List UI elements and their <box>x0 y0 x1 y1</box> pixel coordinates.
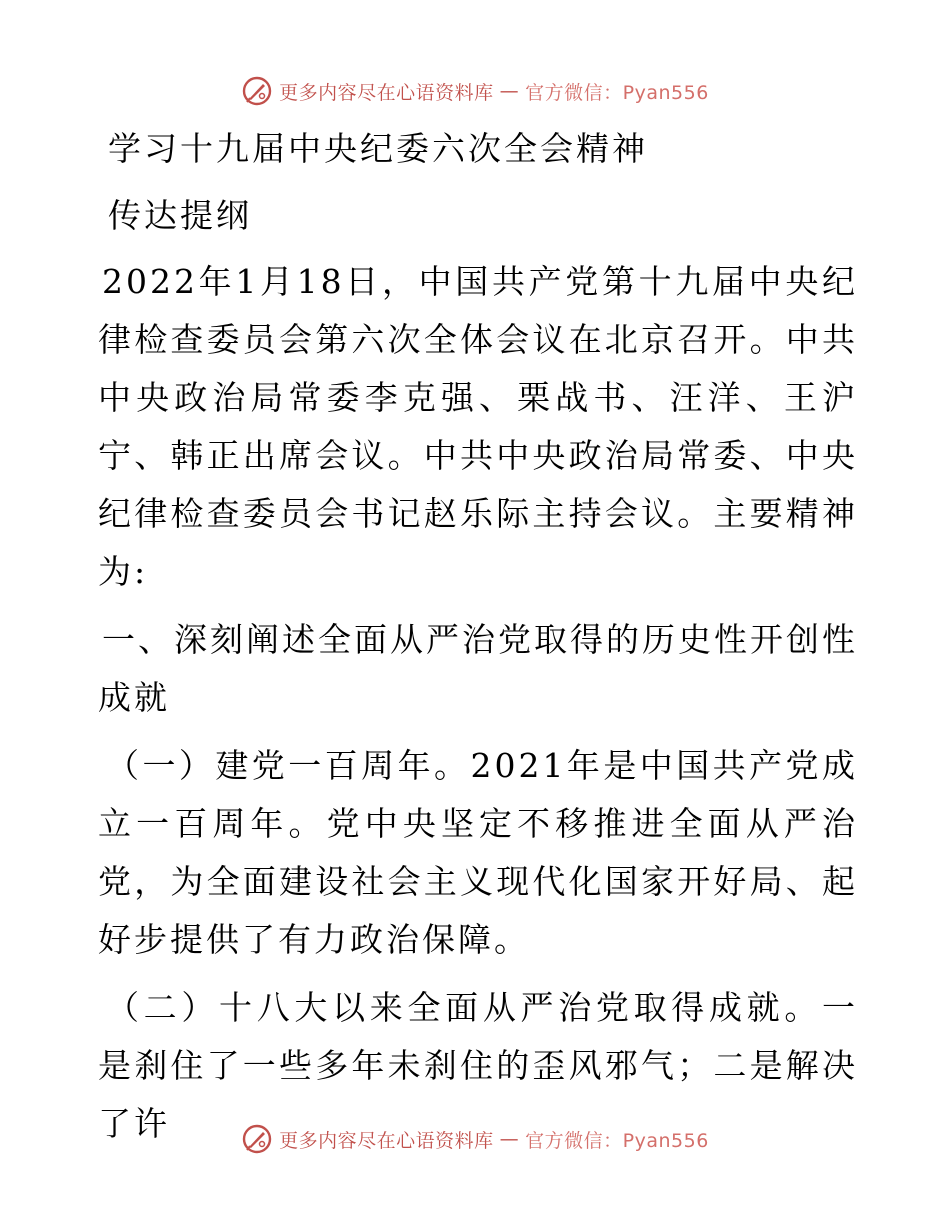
document-subtitle: 传达提纲 <box>108 196 252 235</box>
intro-paragraph: 2022年1月18日，中国共产党第十九届中央纪律检查委员会第六次全体会议在北京召开。中共中央政治局常委李克强、栗战书、汪洋、王沪宁、韩正出席会议。中共中央政治局常委、中央纪律检查委员会书记赵乐际主持会议。主要精神为: <box>98 262 858 591</box>
quill-logo-icon <box>241 75 273 107</box>
section-heading-1: 一、深刻阐述全面从严治党取得的历史性开创性成就 <box>98 620 858 717</box>
watermark-wechat-text: 官方微信：Pyan556 <box>525 1129 709 1152</box>
watermark-site-text: 更多内容尽在心语资料库 <box>279 1129 494 1152</box>
subsection-paragraph-2: （二）十八大以来全面从严治党取得成就。一是刹住了一些多年未刹住的歪风邪气；二是解决了许 <box>98 988 858 1143</box>
watermark-site-text: 更多内容尽在心语资料库 <box>279 81 494 104</box>
footer-watermark <box>0 1122 950 1156</box>
document-body <box>98 118 858 1163</box>
watermark-wechat-text: 官方微信：Pyan556 <box>525 81 709 104</box>
watermark-separator: — <box>499 80 520 102</box>
header-watermark <box>0 74 950 108</box>
document-title: 学习十九届中央纪委六次全会精神 <box>108 129 648 168</box>
quill-logo-icon <box>241 1123 273 1155</box>
watermark-separator: — <box>499 1128 520 1150</box>
subsection-paragraph-1: （一）建党一百周年。2021年是中国共产党成立一百周年。党中央坚定不移推进全面从严治党，为全面建设社会主义现代化国家开好局、起好步提供了有力政治保障。 <box>98 746 858 959</box>
